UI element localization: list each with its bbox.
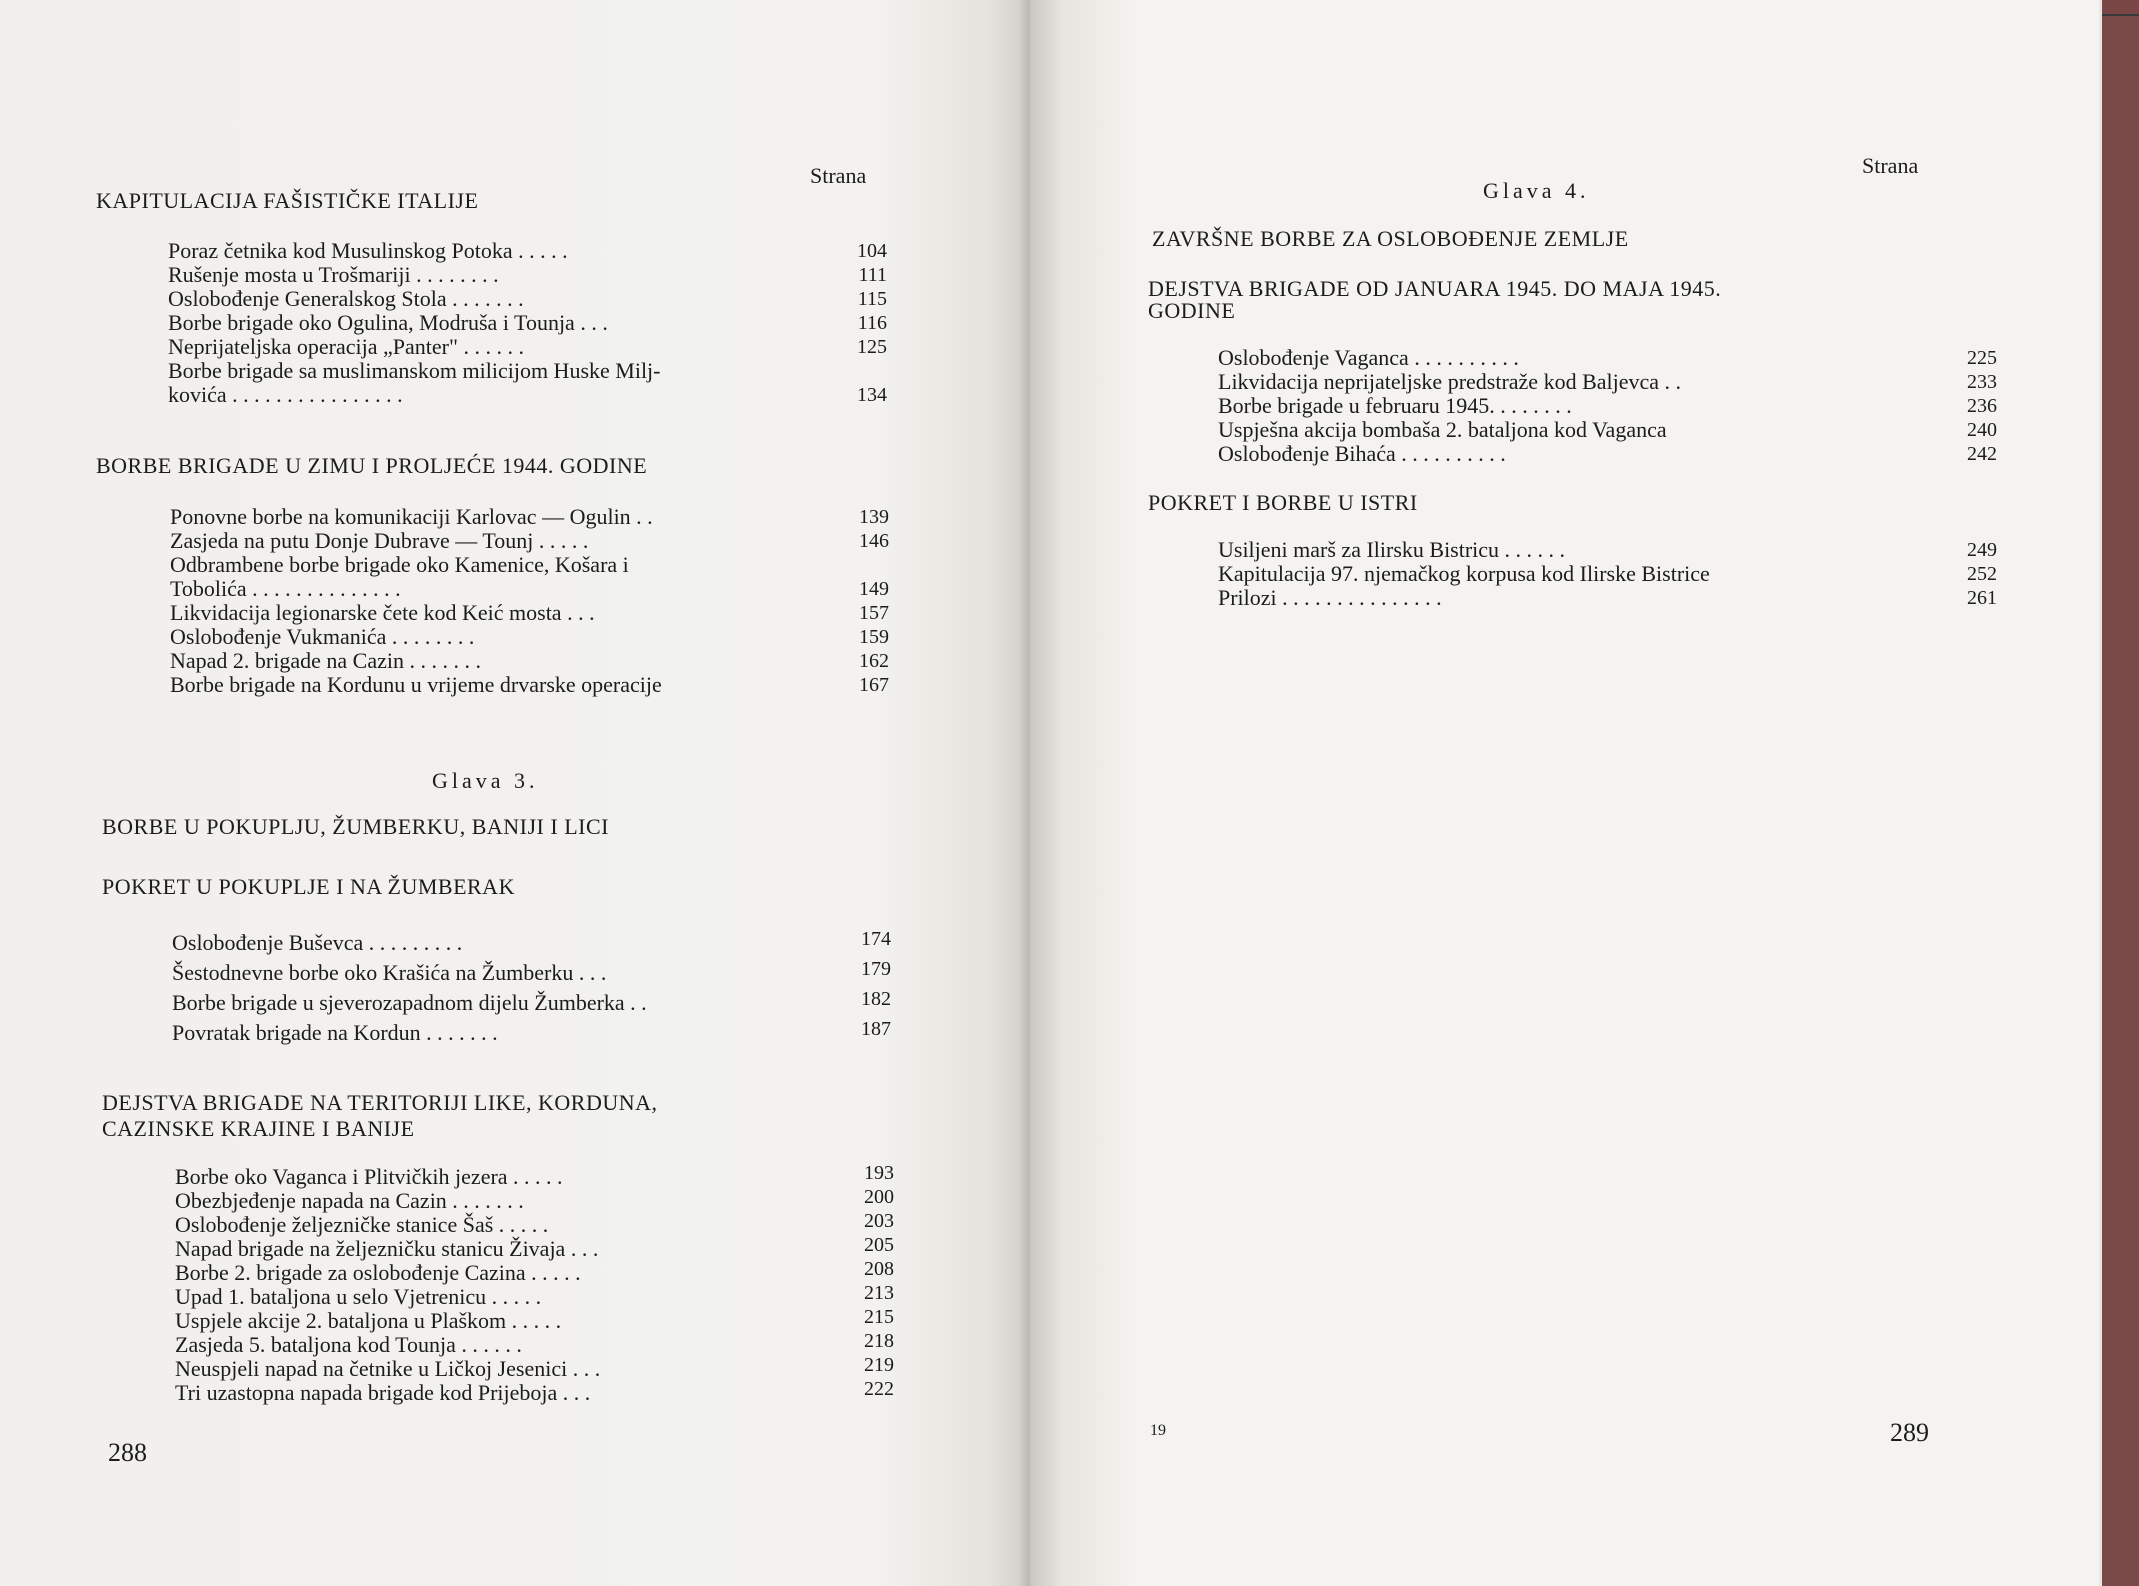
- toc-page-number: 167: [859, 674, 889, 696]
- toc-page-number: 193: [864, 1162, 894, 1184]
- toc-page-number: 261: [1967, 587, 1997, 609]
- toc-entry: Zasjeda 5. bataljona kod Tounja . . . . . .: [175, 1332, 522, 1357]
- toc-page-number: 252: [1967, 563, 1997, 585]
- toc-entry: kovića . . . . . . . . . . . . . . . .: [168, 382, 403, 407]
- toc-entry: Zasjeda na putu Donje Dubrave — Tounj . . . . .: [170, 528, 589, 553]
- toc-entry: Usiljeni marš za Ilirsku Bistricu . . . . . .: [1218, 537, 1566, 562]
- toc-entry: Borbe brigade sa muslimanskom milicijom Huske Milj-: [168, 358, 661, 383]
- toc-entry: Upad 1. bataljona u selo Vjetrenicu . . . . .: [175, 1284, 542, 1309]
- toc-page-number: 215: [864, 1306, 894, 1328]
- toc-entry: Uspješna akcija bombaša 2. bataljona kod Vaganca: [1218, 417, 1667, 442]
- page-number: 288: [108, 1438, 147, 1467]
- toc-entry: Povratak brigade na Kordun . . . . . . .: [172, 1020, 498, 1045]
- toc-page-number: 200: [864, 1186, 894, 1208]
- chapter-label: Glava 4.: [1483, 178, 1590, 203]
- toc-page-number: 208: [864, 1258, 894, 1280]
- toc-entry: Borbe brigade oko Ogulina, Modruša i Tounja . . .: [168, 310, 608, 335]
- chapter-heading: BORBE U POKUPLJU, ŽUMBERKU, BANIJI I LICI: [102, 814, 609, 839]
- toc-page-number: 139: [859, 506, 889, 528]
- toc-page-number: 115: [857, 288, 887, 310]
- toc-entry: Obezbjeđenje napada na Cazin . . . . . . .: [175, 1188, 524, 1213]
- toc-page-number: 240: [1967, 419, 1997, 441]
- section-heading-cont: GODINE: [1148, 298, 1236, 323]
- toc-page-number: 146: [859, 530, 889, 552]
- toc-entry: Neuspjeli napad na četnike u Ličkoj Jesenici . . .: [175, 1356, 601, 1381]
- section-heading: KAPITULACIJA FAŠISTIČKE ITALIJE: [96, 188, 479, 213]
- section-heading: POKRET U POKUPLJE I NA ŽUMBERAK: [102, 874, 515, 899]
- toc-entry: Oslobođenje Bihaća . . . . . . . . . .: [1218, 441, 1506, 466]
- toc-entry: Tobolića . . . . . . . . . . . . . .: [170, 576, 401, 601]
- toc-page-number: 218: [864, 1330, 894, 1352]
- toc-page-number: 111: [858, 264, 887, 286]
- toc-entry: Likvidacija legionarske čete kod Keić mosta . . .: [170, 600, 595, 625]
- toc-page-number: 116: [857, 312, 887, 334]
- toc-page-number: 149: [859, 578, 889, 600]
- toc-entry: Oslobođenje Vukmanića . . . . . . . .: [170, 624, 475, 649]
- toc-page-number: 249: [1967, 539, 1997, 561]
- toc-entry: Borbe oko Vaganca i Plitvičkih jezera . . . . .: [175, 1164, 563, 1189]
- chapter-label: Glava 3.: [432, 768, 539, 793]
- toc-page-number: 157: [859, 602, 889, 624]
- toc-page-number: 125: [857, 336, 887, 358]
- right-page: [1030, 0, 2102, 1586]
- toc-page-number: 225: [1967, 347, 1997, 369]
- toc-page-number: 203: [864, 1210, 894, 1232]
- toc-page-number: 179: [861, 958, 891, 980]
- left-page: [0, 0, 1030, 1586]
- signature-mark: 19: [1150, 1422, 1166, 1439]
- section-heading: BORBE BRIGADE U ZIMU I PROLJEĆE 1944. GODINE: [96, 453, 648, 478]
- toc-page-number: 174: [861, 928, 891, 950]
- toc-entry: Oslobođenje Generalskog Stola . . . . . . .: [168, 286, 524, 311]
- toc-page-number: 222: [864, 1378, 894, 1400]
- section-heading: POKRET I BORBE U ISTRI: [1148, 490, 1418, 515]
- toc-page-number: 205: [864, 1234, 894, 1256]
- toc-page-number: 182: [861, 988, 891, 1010]
- toc-page-number: 187: [861, 1018, 891, 1040]
- toc-entry: Borbe 2. brigade za oslobođenje Cazina . . . . .: [175, 1260, 581, 1285]
- toc-entry: Kapitulacija 97. njemačkog korpusa kod Ilirske Bistrice: [1218, 561, 1710, 586]
- toc-entry: Tri uzastopna napada brigade kod Prijeboja . . .: [175, 1380, 591, 1405]
- toc-page-number: 134: [857, 384, 887, 406]
- chapter-heading: ZAVRŠNE BORBE ZA OSLOBOĐENJE ZEMLJE: [1152, 226, 1629, 251]
- section-heading-cont: CAZINSKE KRAJINE I BANIJE: [102, 1116, 415, 1141]
- toc-entry: Oslobođenje Vaganca . . . . . . . . . .: [1218, 345, 1519, 370]
- toc-entry: Neprijateljska operacija „Panter" . . . . . .: [168, 334, 524, 359]
- toc-entry: Prilozi . . . . . . . . . . . . . . .: [1218, 585, 1442, 610]
- toc-page-number: 213: [864, 1282, 894, 1304]
- toc-entry: Napad brigade na željezničku stanicu Živaja . . .: [175, 1236, 599, 1261]
- toc-entry: Napad 2. brigade na Cazin . . . . . . .: [170, 648, 481, 673]
- toc-entry: Rušenje mosta u Trošmariji . . . . . . . .: [168, 262, 499, 287]
- toc-page-number: 219: [864, 1354, 894, 1376]
- toc-entry: Uspjele akcije 2. bataljona u Plaškom . . . . .: [175, 1308, 562, 1333]
- toc-entry: Oslobođenje Buševca . . . . . . . . .: [172, 930, 463, 955]
- toc-entry: Borbe brigade u sjeverozapadnom dijelu Žumberka . .: [172, 990, 647, 1015]
- toc-entry: Likvidacija neprijateljske predstraže kod Baljevca . .: [1218, 369, 1682, 394]
- toc-entry: Odbrambene borbe brigade oko Kamenice, Košara i: [170, 552, 629, 577]
- toc-entry: Šestodnevne borbe oko Krašića na Žumberku . . .: [172, 960, 607, 985]
- toc-page-number: 104: [857, 240, 887, 262]
- toc-page-number: 236: [1967, 395, 1997, 417]
- section-heading: DEJSTVA BRIGADE NA TERITORIJI LIKE, KORDUNA,: [102, 1090, 658, 1115]
- toc-page-number: 159: [859, 626, 889, 648]
- toc-entry: Borbe brigade na Kordunu u vrijeme drvarske operacije: [170, 672, 662, 697]
- toc-page-number: 233: [1967, 371, 1997, 393]
- toc-entry: Borbe brigade u februaru 1945. . . . . . . .: [1218, 393, 1572, 418]
- strana-label: Strana: [1862, 153, 1919, 178]
- toc-page-number: 242: [1967, 443, 1997, 465]
- toc-entry: Poraz četnika kod Musulinskog Potoka . . . . .: [168, 238, 568, 263]
- section-heading: DEJSTVA BRIGADE OD JANUARA 1945. DO MAJA 1945.: [1148, 276, 1722, 301]
- page-number: 289: [1890, 1418, 1929, 1447]
- toc-entry: Oslobođenje željezničke stanice Šaš . . . . .: [175, 1212, 549, 1237]
- toc-entry: Ponovne borbe na komunikaciji Karlovac — Ogulin . .: [170, 504, 653, 529]
- strana-label: Strana: [810, 163, 867, 188]
- toc-page-number: 162: [859, 650, 889, 672]
